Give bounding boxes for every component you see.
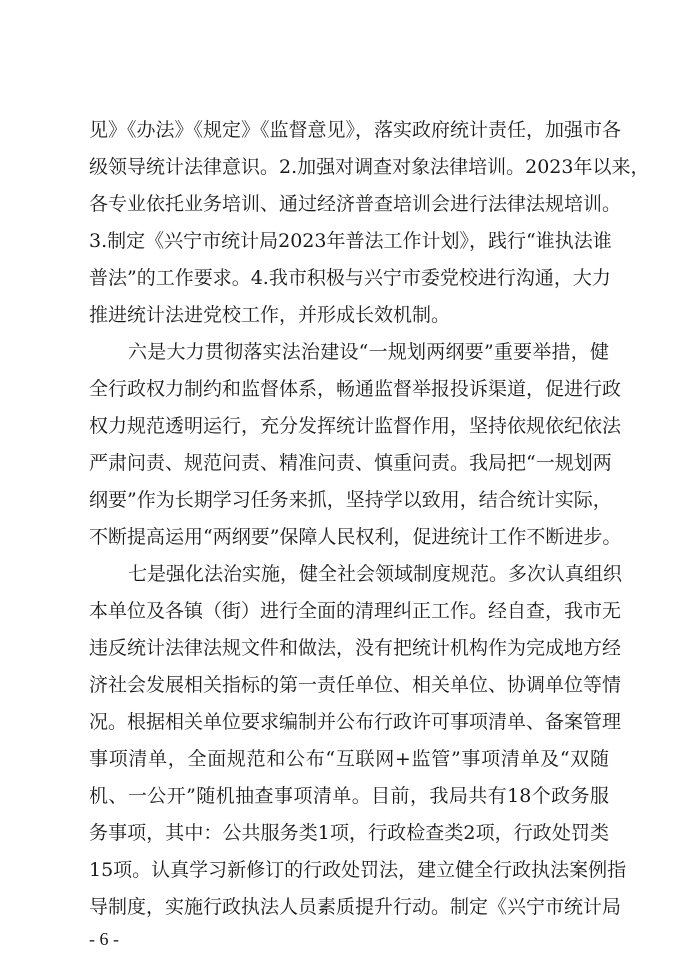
text-line: 各专业依托业务培训、通过经济普查培训会进行法律法规培训。 bbox=[89, 193, 622, 215]
text-line: 3.制定《兴宁市统计局2023年普法工作计划》，践行“谁执法谁 bbox=[89, 230, 612, 252]
page-number: - 6 - bbox=[89, 929, 119, 949]
text-line: 见》《办法》《规定》《监督意见》，落实政府统计责任，加强市各 bbox=[89, 119, 622, 141]
text-line: 不断提高运用“两纲要”保障人民权利，促进统计工作不断进步。 bbox=[89, 526, 622, 548]
text-line: 济社会发展相关指标的第一责任单位、相关单位、协调单位等情 bbox=[89, 674, 622, 696]
text-line: 权力规范透明运行，充分发挥统计监督作用，坚持依规依纪依法 bbox=[89, 415, 622, 437]
text-line: 机、一公开”随机抽查事项清单。目前，我局共有18个政务服 bbox=[89, 785, 609, 807]
paragraph-six-first-line: 六是大力贯彻落实法治建设“一规划两纲要”重要举措，健 bbox=[128, 341, 609, 363]
text-line: 全行政权力制约和监督体系，畅通监督举报投诉渠道，促进行政 bbox=[89, 378, 622, 400]
text-line: 导制度，实施行政执法人员素质提升行动。制定《兴宁市统计局 bbox=[89, 896, 622, 918]
text-line: 15项。认真学习新修订的行政处罚法，建立健全行政执法案例指 bbox=[89, 859, 627, 881]
text-line: 级领导统计法律意识。2.加强对调查对象法律培训。2023年以来， bbox=[89, 156, 650, 178]
text-line: 况。根据相关单位要求编制并公布行政许可事项清单、备案管理 bbox=[89, 711, 622, 733]
text-line: 推进统计法进党校工作，并形成长效机制。 bbox=[89, 304, 451, 326]
text-line: 事项清单，全面规范和公布“互联网+监管”事项清单及“双随 bbox=[89, 748, 609, 770]
text-line: 严肃问责、规范问责、精准问责、慎重问责。我局把“一规划两 bbox=[89, 452, 612, 474]
text-line: 违反统计法律法规文件和做法，没有把统计机构作为完成地方经 bbox=[89, 637, 622, 659]
paragraph-seven-first-line: 七是强化法治实施，健全社会领域制度规范。多次认真组织 bbox=[128, 563, 623, 585]
text-line: 本单位及各镇（街）进行全面的清理纠正工作。经自查，我市无 bbox=[89, 600, 622, 622]
text-line: 务事项，其中：公共服务类1项，行政检查类2项，行政处罚类 bbox=[89, 822, 609, 844]
text-line: 普法”的工作要求。4.我市积极与兴宁市委党校进行沟通，大力 bbox=[89, 267, 611, 289]
text-line: 纲要”作为长期学习任务来抓，坚持学以致用，结合统计实际， bbox=[89, 489, 612, 511]
